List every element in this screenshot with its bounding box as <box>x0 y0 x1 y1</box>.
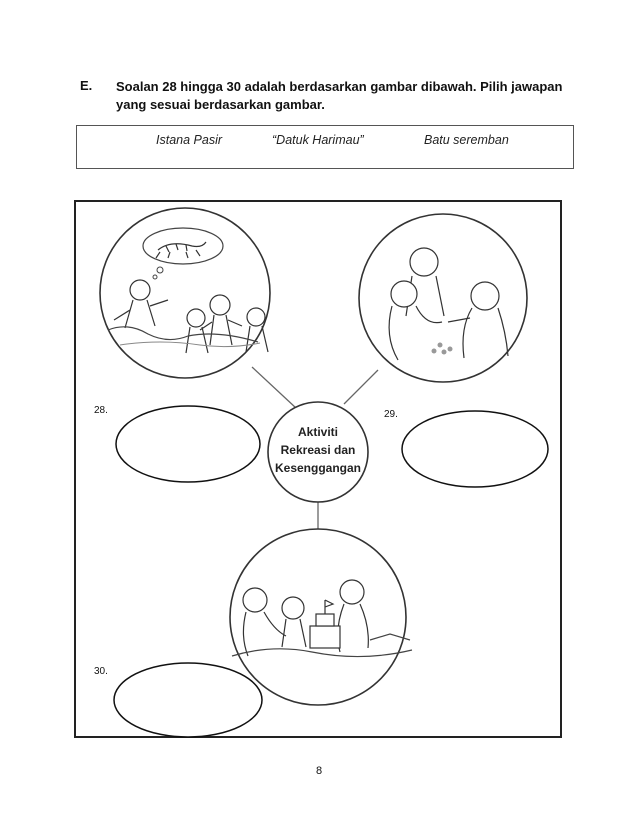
section-letter: E. <box>80 78 93 93</box>
scene-batu-seremban <box>359 214 527 382</box>
center-label-3: Kesenggangan <box>274 461 362 475</box>
instruction-line-1: Soalan 28 hingga 30 adalah berdasarkan gambar dibawah. Pilih jawapan <box>116 79 563 94</box>
word-bank-item-2: “Datuk Harimau” <box>272 133 364 147</box>
center-label-1: Aktiviti <box>297 425 339 439</box>
answer-oval-29[interactable] <box>402 411 548 487</box>
page-number: 8 <box>315 765 323 777</box>
question-number-28: 28. <box>94 405 108 416</box>
question-number-30: 30. <box>94 666 108 677</box>
center-label-2: Rekreasi dan <box>280 443 356 457</box>
answer-oval-28[interactable] <box>116 406 260 482</box>
question-number-29: 29. <box>384 409 398 420</box>
center-topic <box>268 402 368 502</box>
word-bank-item-1: Istana Pasir <box>156 133 223 147</box>
word-bank-item-3: Batu seremban <box>424 133 509 147</box>
answer-oval-30[interactable] <box>114 663 262 737</box>
scene-istana-pasir <box>230 529 412 705</box>
scene-datuk-harimau <box>100 208 270 378</box>
instruction-line-2: yang sesuai berdasarkan gambar. <box>116 97 325 112</box>
